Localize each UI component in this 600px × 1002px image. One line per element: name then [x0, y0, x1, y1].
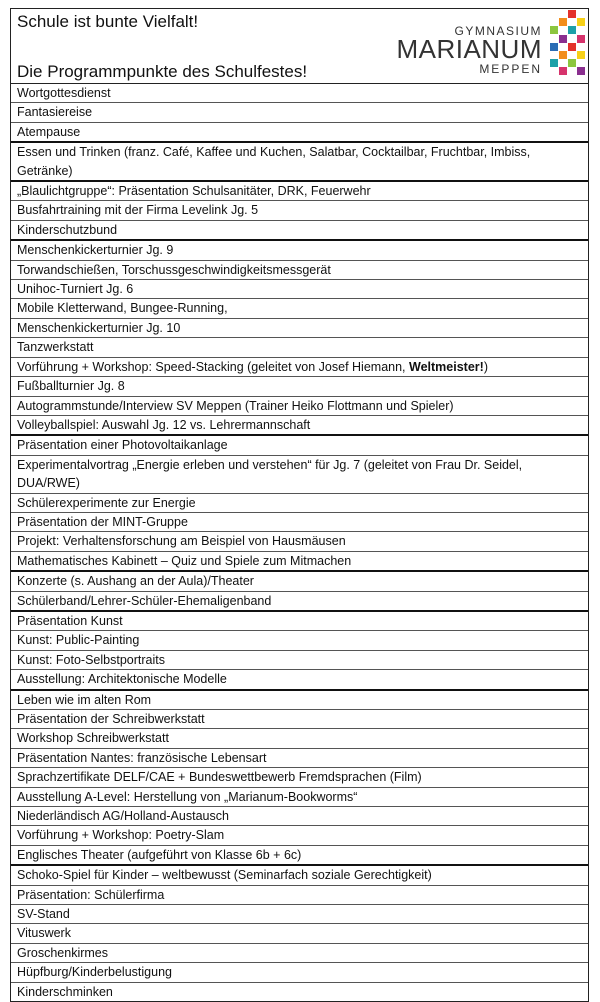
- program-item-text: Kunst: Foto-Selbstportraits: [17, 652, 165, 667]
- program-item-text: Busfahrtraining mit der Firma Levelink Jg. 5: [17, 203, 259, 218]
- program-item-text: „Blaulichtgruppe“: Präsentation Schulsanitäter, DRK, Feuerwehr: [17, 184, 371, 199]
- logo-square: [550, 26, 558, 34]
- program-item-text: Menschenkickerturnier Jg. 10: [17, 320, 181, 335]
- program-item-text: Leben wie im alten Rom: [17, 692, 152, 707]
- program-item: [11, 748, 588, 767]
- program-item: [11, 728, 588, 747]
- program-item: [11, 845, 588, 864]
- program-item: [11, 787, 588, 806]
- program-item: [11, 630, 588, 649]
- logo-square: [577, 51, 585, 59]
- program-item-text: Atempause: [17, 124, 81, 139]
- program-item: [11, 298, 588, 317]
- program-item: [11, 982, 588, 1001]
- logo-square: [550, 59, 558, 67]
- program-item: [11, 885, 588, 904]
- program-item-text: Präsentation: Schülerfirma: [17, 887, 165, 902]
- program-item: [11, 591, 588, 610]
- program-item-text: Vituswerk: [17, 926, 71, 941]
- program-item: [11, 180, 588, 200]
- logo-square: [568, 10, 576, 18]
- program-item-text: Volleyballspiel: Auswahl Jg. 12 vs. Lehrermannschaft: [17, 417, 311, 432]
- program-item: [11, 415, 588, 434]
- program-item: [11, 102, 588, 121]
- program-item: [11, 570, 588, 590]
- program-item-text: Workshop Schreibwerkstatt: [17, 731, 169, 746]
- program-item-text: Kinderschminken: [17, 984, 113, 999]
- program-item-text: Mobile Kletterwand, Bungee-Running,: [17, 301, 228, 316]
- page-subtitle: Die Programmpunkte des Schulfestes!: [17, 62, 308, 81]
- logo-square: [559, 67, 567, 75]
- program-item-text: Schoko-Spiel für Kinder – weltbewusst (Seminarfach soziale Gerechtigkeit): [17, 868, 432, 883]
- program-item-text: Tanzwerkstatt: [17, 340, 94, 355]
- program-item-text: Schülerband/Lehrer-Schüler-Ehemaligenband: [17, 593, 272, 608]
- program-item: [11, 239, 588, 259]
- program-item-text: Mathematisches Kabinett – Quiz und Spiele zum Mitmachen: [17, 553, 352, 568]
- logo-line-1: GYMNASIUM: [454, 24, 542, 38]
- program-item-suffix: ): [483, 359, 488, 374]
- program-item: [11, 806, 588, 825]
- program-item: [11, 669, 588, 688]
- program-item: [11, 923, 588, 942]
- logo-square: [577, 67, 585, 75]
- logo-square: [559, 18, 567, 26]
- program-item-text: Kinderschutzbund: [17, 222, 118, 237]
- program-item-text: Konzerte (s. Aushang an der Aula)/Theater: [17, 574, 254, 589]
- program-item-text: Wortgottesdienst: [17, 86, 111, 100]
- program-item: [11, 141, 588, 180]
- program-item-text: Ausstellung: Architektonische Modelle: [17, 672, 227, 687]
- program-item: [11, 709, 588, 728]
- program-item: [11, 943, 588, 962]
- program-item-text: SV-Stand: [17, 907, 70, 922]
- program-item: [11, 318, 588, 337]
- program-item: [11, 650, 588, 669]
- program-item-text: Präsentation Nantes: französische Lebensart: [17, 750, 267, 765]
- program-item: [11, 220, 588, 239]
- program-item: [11, 864, 588, 884]
- program-item-text: Sprachzertifikate DELF/CAE + Bundeswettbewerb Fremdsprachen (Film): [17, 770, 422, 785]
- program-item: [11, 610, 588, 630]
- logo-square: [577, 18, 585, 26]
- program-item: [11, 512, 588, 531]
- logo-mosaic-icon: [550, 10, 586, 76]
- program-item: [11, 493, 588, 512]
- program-item-text: Vorführung + Workshop: Poetry-Slam: [17, 828, 225, 843]
- program-item: [11, 531, 588, 550]
- program-item-text: Projekt: Verhaltensforschung am Beispiel von Hausmäusen: [17, 534, 346, 549]
- program-item-text: Torwandschießen, Torschussgeschwindigkeitsmessgerät: [17, 262, 331, 277]
- program-item: [11, 551, 588, 570]
- logo-line-2: MARIANUM: [396, 34, 542, 64]
- school-logo: [396, 10, 586, 76]
- program-list: [11, 84, 588, 1001]
- program-item-text: Schülerexperimente zur Energie: [17, 495, 196, 510]
- program-item-text: Essen und Trinken (franz. Café, Kaffee und Kuchen, Salatbar, Cocktailbar, Fruchtbar, Imbiss, Getränke): [17, 145, 531, 178]
- program-item-text: Präsentation der Schreibwerkstatt: [17, 712, 205, 726]
- logo-square: [550, 43, 558, 51]
- program-item-text: Präsentation Kunst: [17, 613, 123, 628]
- program-table: [10, 8, 589, 1002]
- program-item: [11, 689, 588, 709]
- logo-square: [559, 51, 567, 59]
- program-item: [11, 396, 588, 415]
- logo-line-3: MEPPEN: [479, 62, 542, 76]
- program-item-text: Groschenkirmes: [17, 945, 108, 960]
- page-title: Schule ist bunte Vielfalt!: [17, 12, 199, 31]
- program-item: [11, 962, 588, 981]
- program-item-text: Experimentalvortrag „Energie erleben und verstehen“ für Jg. 7 (geleitet von Frau Dr. Seidel, DUA/RWE): [17, 457, 523, 491]
- program-item: [11, 376, 588, 395]
- program-item-text: Vorführung + Workshop: Speed-Stacking (geleitet von Josef Hiemann,: [17, 359, 410, 374]
- program-item-emphasis: Weltmeister!: [409, 359, 484, 374]
- program-item-text: Fußballturnier Jg. 8: [17, 379, 125, 394]
- header: [11, 9, 588, 84]
- program-item-text: Präsentation der MINT-Gruppe: [17, 514, 188, 529]
- program-item: [11, 279, 588, 298]
- program-item: [11, 455, 588, 493]
- program-item-text: Unihoc-Turniert Jg. 6: [17, 282, 134, 297]
- program-item: [11, 200, 588, 219]
- program-item: [11, 904, 588, 923]
- logo-square: [568, 26, 576, 34]
- program-item: [11, 84, 588, 102]
- program-item-text: Fantasiereise: [17, 105, 93, 120]
- logo-square: [559, 35, 567, 43]
- program-item-text: Hüpfburg/Kinderbelustigung: [17, 965, 172, 980]
- program-item-text: Niederländisch AG/Holland-Austausch: [17, 809, 229, 824]
- program-item-text: Präsentation einer Photovoltaikanlage: [17, 438, 228, 453]
- program-item: [11, 260, 588, 279]
- program-item: [11, 767, 588, 786]
- program-item: [11, 337, 588, 356]
- program-item-text: Kunst: Public-Painting: [17, 633, 140, 648]
- logo-square: [577, 35, 585, 43]
- program-item: [11, 122, 588, 141]
- program-item-text: Englisches Theater (aufgeführt von Klasse 6b + 6c): [17, 847, 302, 862]
- program-item: [11, 434, 588, 454]
- program-item-text: Ausstellung A-Level: Herstellung von „Marianum-Bookworms“: [17, 789, 358, 804]
- logo-square: [568, 59, 576, 67]
- program-item-text: Autogrammstunde/Interview SV Meppen (Trainer Heiko Flottmann und Spieler): [17, 398, 454, 413]
- program-item: [11, 357, 588, 376]
- program-item: [11, 825, 588, 844]
- logo-square: [568, 43, 576, 51]
- program-item-text: Menschenkickerturnier Jg. 9: [17, 243, 174, 258]
